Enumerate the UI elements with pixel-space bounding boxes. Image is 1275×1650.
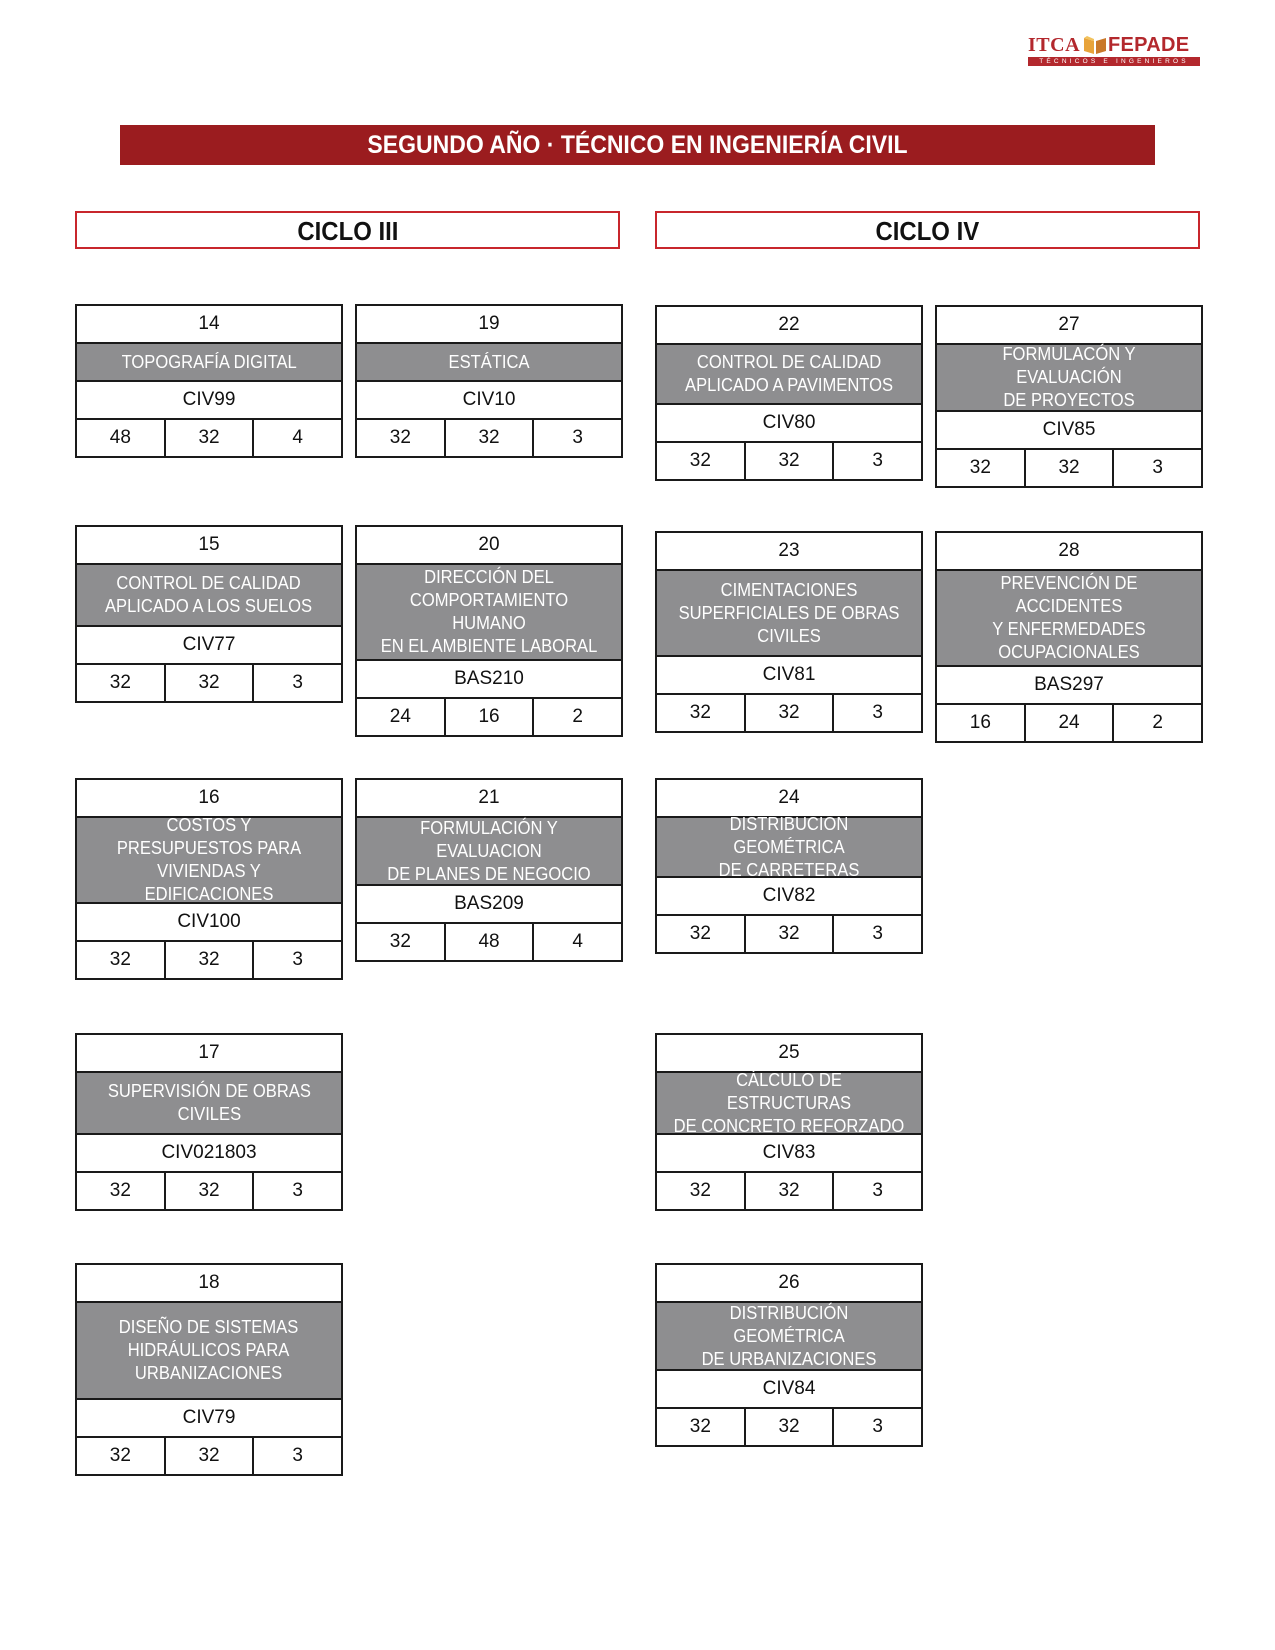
course-values: [357, 699, 621, 735]
course-name: CIMENTACIONES SUPERFICIALES DE OBRAS CIVILES: [678, 579, 900, 646]
course-value: 3: [292, 1180, 303, 1201]
course-value: 32: [657, 695, 746, 731]
course-code: CIV80: [657, 405, 921, 443]
course-number: 25: [657, 1035, 921, 1073]
course-name-cell: [937, 345, 1201, 412]
course-value: 32: [746, 1409, 835, 1445]
course-value: 3: [292, 1445, 303, 1466]
course-values: [357, 924, 621, 960]
course-name-cell: [77, 1073, 341, 1135]
course-number: 17: [77, 1035, 341, 1073]
course-value: 2: [572, 706, 583, 727]
course-code: CIV82: [657, 878, 921, 916]
course-name-cell: [937, 571, 1201, 667]
course-value: 32: [446, 420, 535, 456]
course-card: [75, 525, 343, 703]
course-card: [655, 1263, 923, 1447]
course-value: 32: [166, 1173, 255, 1209]
logo-itca-text: ITCA: [1028, 34, 1081, 56]
course-name: SUPERVISIÓN DE OBRAS CIVILES: [107, 1081, 311, 1124]
course-values: [77, 1173, 341, 1209]
course-name: FORMULACÓN Y EVALUACIÓN DE PROYECTOS: [1002, 344, 1136, 410]
course-value: 3: [872, 923, 883, 944]
course-value: 3: [872, 1416, 883, 1437]
course-name-cell: [657, 345, 921, 405]
course-card: [935, 305, 1203, 488]
course-card: [935, 531, 1203, 743]
course-card: [75, 778, 343, 980]
course-value: 16: [937, 705, 1026, 741]
course-number: 18: [77, 1265, 341, 1303]
course-values: [77, 420, 341, 456]
logo-fepade-text: FEPADE: [1108, 34, 1190, 56]
course-value: 32: [746, 443, 835, 479]
course-name-cell: [657, 813, 921, 880]
course-name: TOPOGRAFÍA DIGITAL: [121, 351, 297, 372]
course-value: 3: [292, 672, 303, 693]
course-values: [937, 450, 1201, 486]
course-name: DISEÑO DE SISTEMAS HIDRÁULICOS PARA URBANIZACIONES: [119, 1317, 299, 1383]
course-value: 32: [357, 420, 446, 456]
course-value: 24: [357, 699, 446, 735]
course-value: 32: [746, 1173, 835, 1209]
course-code: CIV81: [657, 657, 921, 695]
course-values: [657, 1173, 921, 1209]
course-value: 2: [1152, 712, 1163, 733]
course-name: COSTOS Y PRESUPUESTOS PARA VIVIENDAS Y EDIFICACIONES: [116, 815, 302, 904]
course-name: CÁLCULO DE ESTRUCTURAS DE CONCRETO REFORZADO: [673, 1069, 905, 1136]
course-number: 24: [657, 780, 921, 818]
page-title: SEGUNDO AÑO · TÉCNICO EN INGENIERÍA CIVIL: [120, 125, 1155, 165]
course-number: 20: [357, 527, 621, 565]
course-value: 4: [292, 427, 303, 448]
course-name-cell: [657, 1069, 921, 1136]
course-card: [75, 1263, 343, 1476]
course-name-cell: [657, 571, 921, 657]
course-value: 32: [166, 665, 255, 701]
course-card: [75, 1033, 343, 1211]
course-name-cell: [77, 815, 341, 904]
course-number: 26: [657, 1265, 921, 1303]
course-number: 15: [77, 527, 341, 565]
course-values: [77, 942, 341, 978]
course-name-cell: [357, 818, 621, 886]
course-value: 4: [572, 931, 583, 952]
course-value: 32: [77, 1438, 166, 1474]
course-name: DIRECCIÓN DEL COMPORTAMIENTO HUMANO EN EL AMBIENTE LABORAL: [380, 567, 598, 656]
course-card: [355, 304, 623, 458]
course-card: [655, 778, 923, 954]
course-value: 32: [166, 420, 255, 456]
course-name: DISTRIBUCIÓN GEOMÉTRICA DE CARRETERAS: [718, 813, 860, 880]
course-code: CIV84: [657, 1371, 921, 1409]
course-card: [655, 305, 923, 481]
course-value: 48: [77, 420, 166, 456]
cycle-iv-header: [655, 211, 1200, 249]
course-name: CONTROL DE CALIDAD APLICADO A LOS SUELOS: [105, 573, 313, 616]
cycle-iv-label: CICLO IV: [875, 216, 980, 246]
book-icon: [1082, 35, 1108, 55]
course-code: CIV83: [657, 1135, 921, 1173]
course-value: 32: [77, 665, 166, 701]
course-code: CIV77: [77, 627, 341, 665]
course-value: 3: [872, 450, 883, 471]
course-value: 16: [446, 699, 535, 735]
course-value: 3: [292, 949, 303, 970]
course-values: [657, 695, 921, 731]
course-values: [937, 705, 1201, 741]
course-number: 28: [937, 533, 1201, 571]
course-code: CIV99: [77, 382, 341, 420]
course-name-cell: [77, 565, 341, 627]
course-value: 3: [872, 1180, 883, 1201]
course-code: CIV79: [77, 1400, 341, 1438]
course-name: ESTÁTICA: [448, 351, 530, 372]
course-values: [77, 1438, 341, 1474]
course-code: CIV85: [937, 412, 1201, 450]
course-value: 32: [657, 1409, 746, 1445]
course-name-cell: [357, 344, 621, 382]
course-values: [657, 1409, 921, 1445]
course-value: 3: [572, 427, 583, 448]
course-value: 32: [746, 695, 835, 731]
course-name-cell: [357, 565, 621, 661]
course-name-cell: [77, 1303, 341, 1400]
course-value: 32: [166, 942, 255, 978]
course-name: FORMULACIÓN Y EVALUACION DE PLANES DE NEGOCIO: [387, 817, 591, 884]
course-card: [355, 778, 623, 962]
itca-fepade-logo: [1028, 34, 1200, 66]
course-name: CONTROL DE CALIDAD APLICADO A PAVIMENTOS: [684, 352, 893, 395]
course-value: 48: [446, 924, 535, 960]
course-value: 32: [657, 1173, 746, 1209]
course-card: [655, 531, 923, 733]
course-number: 22: [657, 307, 921, 345]
course-number: 19: [357, 306, 621, 344]
course-number: 21: [357, 780, 621, 818]
course-code: CIV10: [357, 382, 621, 420]
course-value: 24: [1026, 705, 1115, 741]
course-value: 32: [77, 1173, 166, 1209]
course-value: 32: [166, 1438, 255, 1474]
course-number: 27: [937, 307, 1201, 345]
course-value: 32: [937, 450, 1026, 486]
course-card: [75, 304, 343, 458]
course-code: BAS210: [357, 661, 621, 699]
course-value: 32: [657, 443, 746, 479]
course-name-cell: [657, 1303, 921, 1371]
course-card: [355, 525, 623, 737]
course-value: 32: [357, 924, 446, 960]
course-value: 32: [746, 916, 835, 952]
course-value: 3: [872, 702, 883, 723]
logo-tagline: TÉCNICOS E INGENIEROS: [1028, 57, 1200, 66]
course-code: CIV100: [77, 904, 341, 942]
course-value: 32: [657, 916, 746, 952]
course-name: DISTRIBUCIÓN GEOMÉTRICA DE URBANIZACIONES: [701, 1302, 877, 1369]
cycle-iii-header: [75, 211, 620, 249]
course-values: [657, 916, 921, 952]
course-number: 14: [77, 306, 341, 344]
course-name-cell: [77, 344, 341, 382]
course-card: [655, 1033, 923, 1211]
course-code: BAS209: [357, 886, 621, 924]
course-values: [357, 420, 621, 456]
course-number: 23: [657, 533, 921, 571]
course-values: [77, 665, 341, 701]
course-code: BAS297: [937, 667, 1201, 705]
course-value: 3: [1152, 457, 1163, 478]
course-value: 32: [1026, 450, 1115, 486]
course-name: PREVENCIÓN DE ACCIDENTES Y ENFERMEDADES OCUPACIONALES: [992, 573, 1146, 662]
course-value: 32: [77, 942, 166, 978]
course-values: [657, 443, 921, 479]
course-number: 16: [77, 780, 341, 818]
cycle-iii-label: CICLO III: [297, 216, 398, 246]
course-code: CIV021803: [77, 1135, 341, 1173]
